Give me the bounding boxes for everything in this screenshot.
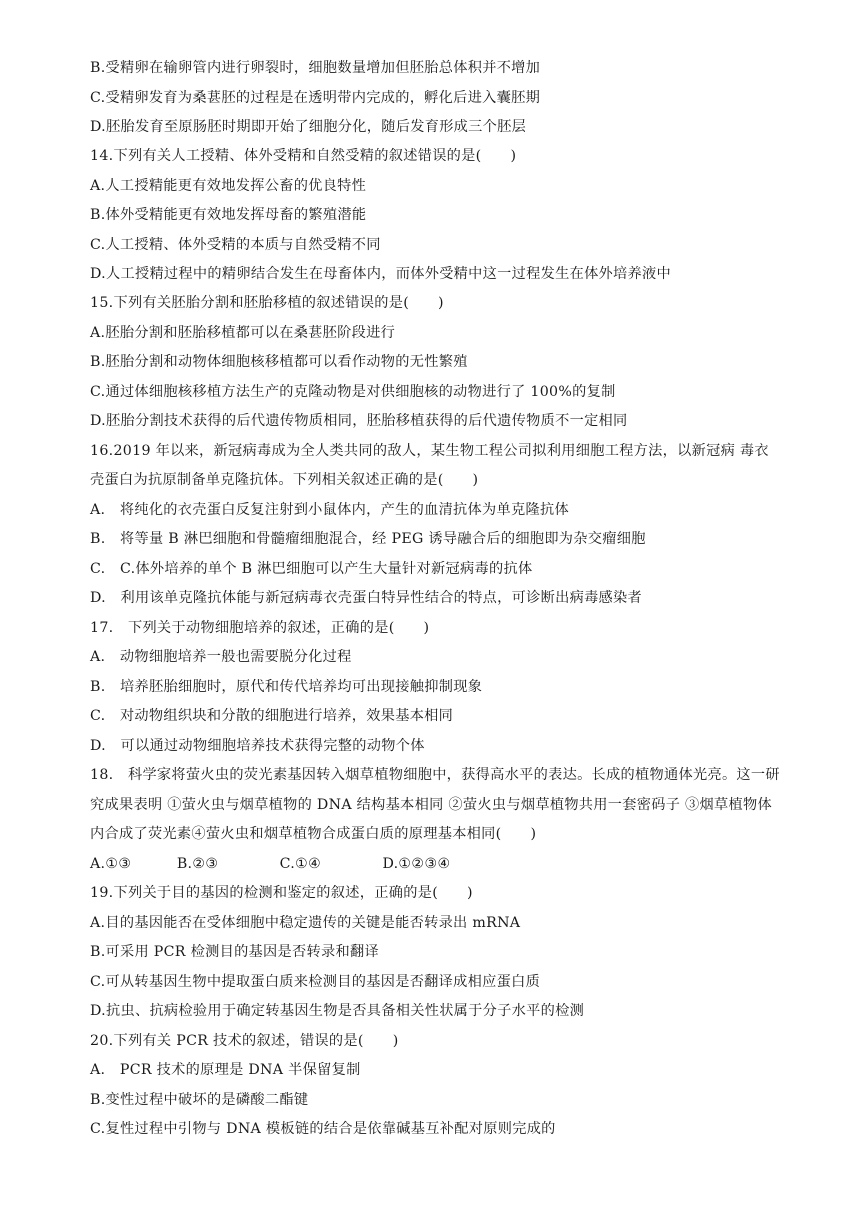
- q17-option-d: D. 可以通过动物细胞培养技术获得完整的动物个体: [90, 738, 425, 754]
- q16-stem-line-2: 壳蛋白为抗原制备单克隆抗体。下列相关叙述正确的是( ): [90, 472, 479, 488]
- q16-option-c: C. C.体外培养的单个 B 淋巴细胞可以产生大量针对新冠病毒的抗体: [90, 561, 533, 577]
- q16-option-a: A. 将纯化的衣壳蛋白反复注射到小鼠体内，产生的血清抗体为单克隆抗体: [90, 502, 569, 518]
- q17-option-c: C. 对动物组织块和分散的细胞进行培养，效果基本相同: [90, 708, 454, 724]
- q17-stem: 17. 下列关于动物细胞培养的叙述，正确的是( ): [90, 620, 430, 636]
- q16-option-d: D. 利用该单克隆抗体能与新冠病毒衣壳蛋白特异性结合的特点，可诊断出病毒感染者: [90, 590, 643, 606]
- q19-option-c: C.可从转基因生物中提取蛋白质来检测目的基因是否翻译成相应蛋白质: [90, 974, 541, 990]
- q18-stem-line-2: 究成果表明 ①萤火虫与烟草植物的 DNA 结构基本相同 ②萤火虫与烟草植物共用一套密码子 ③烟草植物体: [90, 797, 772, 813]
- q14-option-c: C.人工授精、体外受精的本质与自然受精不同: [90, 237, 381, 253]
- q18-option-d: D.①②③④: [382, 856, 451, 872]
- q17-option-a: A. 动物细胞培养一般也需要脱分化过程: [90, 649, 352, 665]
- q18-option-b: B.②③: [176, 856, 219, 872]
- q18-option-a: A.①③: [90, 856, 132, 872]
- q18-option-c: C.①④: [279, 856, 322, 872]
- q20-stem: 20.下列有关 PCR 技术的叙述，错误的是( ): [90, 1033, 399, 1049]
- q14-option-a: A.人工授精能更有效地发挥公畜的优良特性: [90, 178, 367, 194]
- q15-option-a: A.胚胎分割和胚胎移植都可以在桑葚胚阶段进行: [90, 325, 396, 341]
- q18-options: [90, 854, 808, 874]
- q13-option-b: B.受精卵在输卵管内进行卵裂时，细胞数量增加但胚胎总体积并不增加: [90, 60, 541, 76]
- q16-option-b: B. 将等量 B 淋巴细胞和骨髓瘤细胞混合，经 PEG 诱导融合后的细胞即为杂交瘤细胞: [90, 531, 646, 547]
- q13-option-d: D.胚胎发育至原肠胚时期即开始了细胞分化，随后发育形成三个胚层: [90, 119, 527, 135]
- q18-stem-line-1: 18. 科学家将萤火虫的荧光素基因转入烟草植物细胞中，获得高水平的表达。长成的植物通体光亮。这一研: [90, 767, 780, 783]
- q20-option-c: C.复性过程中引物与 DNA 模板链的结合是依靠碱基互补配对原则完成的: [90, 1121, 556, 1137]
- q14-option-b: B.体外受精能更有效地发挥母畜的繁殖潜能: [90, 207, 367, 223]
- q17-option-b: B. 培养胚胎细胞时，原代和传代培养均可出现接触抑制现象: [90, 679, 483, 695]
- q19-option-a: A.目的基因能否在受体细胞中稳定遗传的关键是能否转录出 mRNA: [90, 915, 521, 931]
- q15-option-c: C.通过体细胞核移植方法生产的克隆动物是对供细胞核的动物进行了 100%的复制: [90, 384, 616, 400]
- q20-option-a: A. PCR 技术的原理是 DNA 半保留复制: [90, 1062, 361, 1078]
- q19-option-b: B.可采用 PCR 检测目的基因是否转录和翻译: [90, 944, 379, 960]
- q14-stem: 14.下列有关人工授精、体外受精和自然受精的叙述错误的是( ): [90, 148, 517, 164]
- q13-option-c: C.受精卵发育为桑葚胚的过程是在透明带内完成的，孵化后进入囊胚期: [90, 90, 541, 106]
- q15-option-d: D.胚胎分割技术获得的后代遗传物质相同，胚胎移植获得的后代遗传物质不一定相同: [90, 413, 628, 429]
- q15-option-b: B.胚胎分割和动物体细胞核移植都可以看作动物的无性繁殖: [90, 354, 468, 370]
- q19-option-d: D.抗虫、抗病检验用于确定转基因生物是否具备相关性状属于分子水平的检测: [90, 1003, 585, 1019]
- q19-stem: 19.下列关于目的基因的检测和鉴定的叙述，正确的是( ): [90, 885, 473, 901]
- q18-stem-line-3: 内合成了荧光素④萤火虫和烟草植物合成蛋白质的原理基本相同( ): [90, 826, 537, 842]
- q15-stem: 15.下列有关胚胎分割和胚胎移植的叙述错误的是( ): [90, 295, 444, 311]
- q20-option-b: B.变性过程中破坏的是磷酸二酯键: [90, 1092, 309, 1108]
- q16-stem-line-1: 16.2019 年以来，新冠病毒成为全人类共同的敌人，某生物工程公司拟利用细胞工程方法，以新冠病 毒衣: [90, 443, 769, 459]
- q14-option-d: D.人工授精过程中的精卵结合发生在母畜体内，而体外受精中这一过程发生在体外培养液中: [90, 266, 671, 282]
